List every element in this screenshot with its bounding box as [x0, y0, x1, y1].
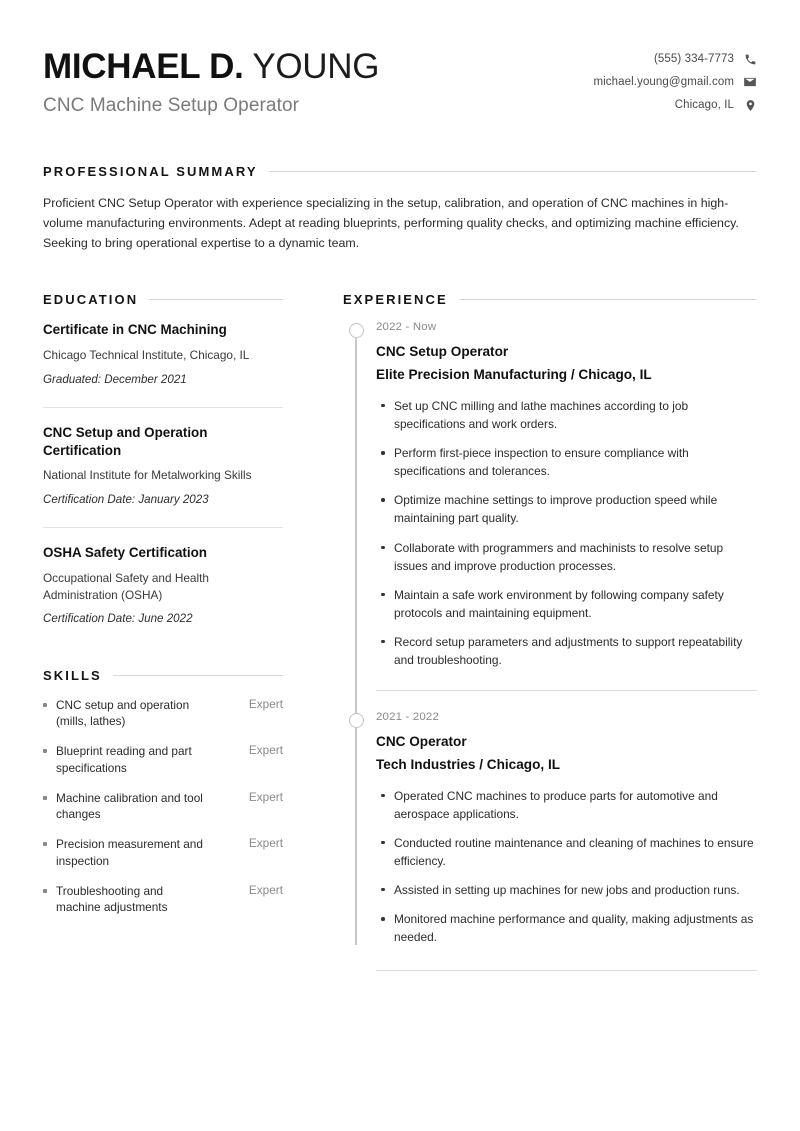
skills-heading-rule [113, 675, 283, 676]
experience-role: CNC Operator [376, 734, 467, 750]
contact-location [675, 98, 757, 112]
bullet-icon [43, 749, 47, 753]
skill-left [43, 697, 239, 731]
experience-timeline [343, 321, 757, 971]
experience-date: 2022 - Now [376, 321, 437, 334]
contact-phone-value: (555) 334-7773 [653, 53, 734, 65]
skill-level: Expert [248, 836, 283, 851]
skill-level: Expert [248, 743, 283, 758]
education-org: Chicago Technical Institute, Chicago, IL [43, 348, 250, 363]
experience-role: CNC Setup Operator [376, 344, 509, 360]
experience-bullet: Maintain a safe work environment by following company safety protocols and maintaining equipment. [394, 586, 757, 622]
skill-name: Machine calibration and tool changes [56, 790, 203, 822]
left-column [43, 292, 283, 929]
summary-section [43, 164, 757, 253]
education-divider [43, 527, 283, 528]
skills-heading: SKILLS [43, 667, 102, 683]
experience-bullet: Assisted in setting up machines for new jobs and production runs. [394, 881, 757, 899]
resume-header [43, 40, 757, 117]
skill-item [43, 836, 283, 870]
experience-bullet: Perform first-piece inspection to ensure compliance with specifications and tolerances. [394, 444, 757, 480]
experience-bullet: Set up CNC milling and lathe machines according to job specifications and work orders. [394, 397, 757, 433]
skill-left [43, 743, 239, 777]
contact-email-value: michael.young@gmail.com [593, 76, 734, 88]
experience-bullet: Monitored machine performance and quality, making adjustments as needed. [394, 910, 757, 946]
education-item [43, 544, 283, 630]
skill-item [43, 790, 283, 824]
summary-heading: PROFESSIONAL SUMMARY [43, 164, 258, 180]
skill-level: Expert [248, 789, 283, 804]
skill-left [43, 836, 239, 870]
timeline-dot-icon [349, 323, 364, 338]
experience-bullet: Operated CNC machines to produce parts for automotive and aerospace applications. [394, 787, 757, 823]
bullet-icon [43, 703, 47, 707]
skill-name: CNC setup and operation (mills, lathes) [56, 697, 190, 729]
experience-divider [376, 690, 757, 691]
skills-section [43, 668, 283, 917]
bullet-icon [43, 889, 47, 893]
skill-item [43, 743, 283, 777]
education-date: Graduated: December 2021 [43, 372, 187, 386]
experience-heading-rule [459, 299, 757, 300]
experience-bullet: Record setup parameters and adjustments to support repeatability and troubleshooting. [394, 633, 757, 669]
summary-heading-row [43, 164, 757, 179]
full-name [43, 47, 379, 86]
bullet-icon [43, 796, 47, 800]
contact-email[interactable] [593, 75, 757, 89]
summary-text: Proficient CNC Setup Operator with experience specializing in the setup, calibration, and operation of CNC machines in high-volume manufacturing environments. Adept at reading blueprints, performing quality checks, and optimizing machine efficiency. Seeking to bring operational expertise to a dynamic team. [43, 196, 739, 251]
envelope-icon [743, 75, 757, 89]
bullet-icon [43, 842, 47, 846]
education-date: Certification Date: June 2022 [43, 612, 193, 626]
experience-heading: EXPERIENCE [343, 292, 448, 308]
education-title: OSHA Safety Certification [43, 544, 207, 560]
experience-heading-row [343, 292, 757, 307]
name-last: YOUNG [252, 47, 380, 86]
contact-block [593, 45, 757, 112]
experience-bullet: Collaborate with programmers and machinists to resolve setup issues and improve production processes. [394, 539, 757, 575]
body-columns [43, 292, 757, 971]
education-heading: EDUCATION [43, 292, 139, 308]
contact-location-value: Chicago, IL [674, 99, 734, 111]
skill-left [43, 790, 239, 824]
education-item [43, 424, 283, 510]
education-heading-rule [149, 299, 283, 300]
experience-company: Elite Precision Manufacturing / Chicago, IL [376, 367, 652, 383]
contact-phone[interactable] [654, 52, 757, 66]
experience-item [376, 711, 757, 946]
phone-icon [743, 52, 757, 66]
education-item [43, 321, 283, 389]
skill-item [43, 697, 283, 731]
education-org: National Institute for Metalworking Skills [43, 468, 252, 483]
name-first: MICHAEL D. [43, 47, 244, 86]
skill-name: Blueprint reading and part specifications [56, 744, 192, 775]
skill-level: Expert [248, 882, 283, 897]
skill-name: Troubleshooting and machine adjustments [56, 883, 168, 915]
experience-bullet: Optimize machine settings to improve production speed while maintaining part quality. [394, 491, 757, 527]
education-divider [43, 407, 283, 408]
skill-left [43, 883, 239, 917]
experience-bullets [376, 397, 757, 669]
right-column [343, 292, 757, 971]
skills-heading-row [43, 668, 283, 683]
map-pin-icon [743, 98, 757, 112]
experience-date: 2021 - 2022 [376, 711, 440, 724]
education-heading-row [43, 292, 283, 307]
education-section [43, 292, 283, 629]
summary-heading-rule [269, 171, 757, 172]
education-title: CNC Setup and Operation Certification [43, 424, 208, 458]
experience-bullets [376, 787, 757, 947]
identity-block [43, 45, 379, 117]
skill-level: Expert [248, 696, 283, 711]
job-title: CNC Machine Setup Operator [43, 95, 300, 117]
education-org: Occupational Safety and Health Administration (OSHA) [43, 570, 209, 603]
skill-name: Precision measurement and inspection [56, 837, 203, 868]
timeline-dot-icon [349, 713, 364, 728]
timeline-line [355, 338, 357, 945]
experience-divider [376, 970, 757, 971]
education-date: Certification Date: January 2023 [43, 492, 209, 506]
experience-item [376, 321, 757, 669]
skill-item [43, 883, 283, 917]
experience-company: Tech Industries / Chicago, IL [376, 756, 561, 772]
experience-bullet: Conducted routine maintenance and cleaning of machines to ensure efficiency. [394, 834, 757, 870]
education-title: Certificate in CNC Machining [43, 322, 227, 338]
